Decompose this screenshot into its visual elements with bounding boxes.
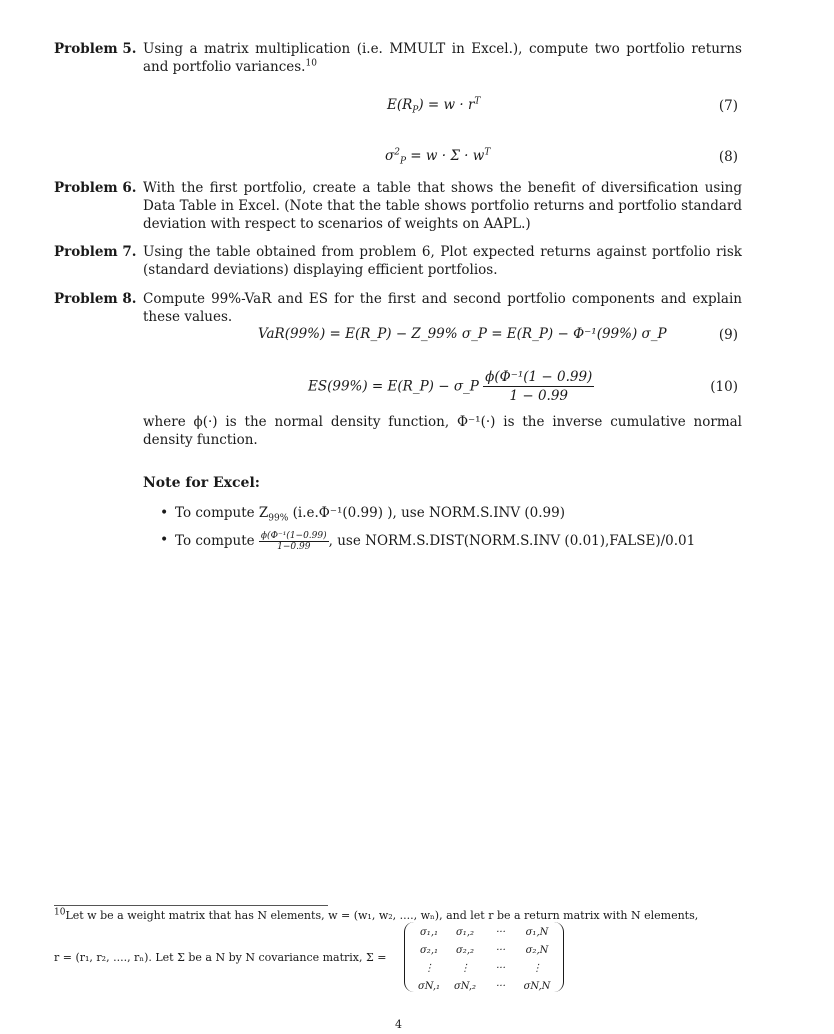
problem-6 (54, 179, 742, 233)
equation-8: $\sigma^2_P = w \cdot \Sigma \cdot w^T$ (385, 147, 491, 167)
equation-7-number: (7) (718, 98, 738, 114)
equation-10-number: (10) (710, 379, 738, 395)
problem-8 (54, 290, 742, 326)
where-paragraph: where ϕ(·) is the normal density function, Φ⁻¹(·) is the inverse cumulative normal density function. (143, 414, 742, 448)
equation-9: VaR(99%) = E(R_P) − Z_99% σ_P = E(R_P) − Φ⁻¹(99%) σ_P (258, 326, 667, 342)
page-number: 4 (395, 1018, 402, 1031)
note-title: Note for Excel: (143, 475, 260, 491)
covariance-matrix-table (411, 924, 555, 996)
note-bullet-2: • To compute $\frac{\text{ϕ(Φ⁻¹(1−0.99)}}{1-0.99}$ , use NORM.S.DIST(NORM.S.INV (0.01),FALSE)/0.01 (160, 531, 695, 558)
matrix-row: σ₂,₁ σ₂,₂ ··· σ₂,N (419, 945, 549, 956)
matrix-row: σN,₁ σN,₂ ··· σN,N (417, 981, 551, 992)
footnote-rule (54, 905, 328, 906)
equation-10-fraction: $\frac{\text{ϕ(Φ⁻¹(1 − 0.99)}}{1 - 0.99}$ (485, 369, 593, 404)
problem-5 (54, 40, 742, 76)
covariance-matrix (404, 922, 564, 992)
problem-7-label: Problem 7. (54, 244, 137, 260)
equation-9-number: (9) (718, 327, 738, 343)
problem-5-text: Using a matrix multiplication (i.e. MMULT in Excel.), compute two portfolio returns and portfolio variances.$^{10}$ (143, 41, 742, 75)
problem-8-label: Problem 8. (54, 291, 137, 307)
problem-6-label: Problem 6. (54, 180, 137, 196)
equation-7: $E(R_P) = w \cdot r^T$ (387, 96, 481, 116)
footnote-mark: 10 (305, 58, 317, 69)
note-list (160, 504, 695, 558)
problem-7 (54, 243, 742, 279)
note-fraction: $\frac{\text{ϕ(Φ⁻¹(1−0.99)}}{1-0.99}$ (260, 531, 327, 552)
note-bullet-1: • To compute $Z_{99\%}$ (i.e.Φ⁻¹(0.99) ), use NORM.S.INV (0.99) (160, 504, 695, 531)
equation-10: ES(99%) = E(R_P) − σ_P $\frac{\text{ϕ(Φ⁻¹(1 − 0.99)}}{1 - 0.99}$ (308, 369, 593, 404)
footnote-line-1: $^{10}$Let w be a weight matrix that has N elements, w = (w₁, w₂, ...., wₙ), and let r be a return matrix with N elements, (54, 907, 699, 922)
matrix-row: σ₁,₁ σ₁,₂ ··· σ₁,N (419, 927, 549, 938)
footnote-line-2: r = (r₁, r₂, ...., rₙ). Let Σ be a N by N covariance matrix, Σ = (54, 951, 387, 964)
problem-8-text: Compute 99%-VaR and ES for the first and second portfolio components and explain these values. (143, 291, 742, 325)
matrix-row: ⋮ ⋮ ··· ⋮ (424, 963, 542, 974)
problem-5-label: Problem 5. (54, 41, 137, 57)
problem-6-text: With the first portfolio, create a table that shows the benefit of diversification using Data Table in Excel. (Note that the table shows portfolio returns and portfolio standard deviation with respect to scenarios of weights on AAPL.) (143, 180, 742, 232)
problem-7-text: Using the table obtained from problem 6, Plot expected returns against portfolio risk (standard deviations) displaying efficient portfolios. (143, 244, 742, 278)
equation-8-number: (8) (718, 149, 738, 165)
